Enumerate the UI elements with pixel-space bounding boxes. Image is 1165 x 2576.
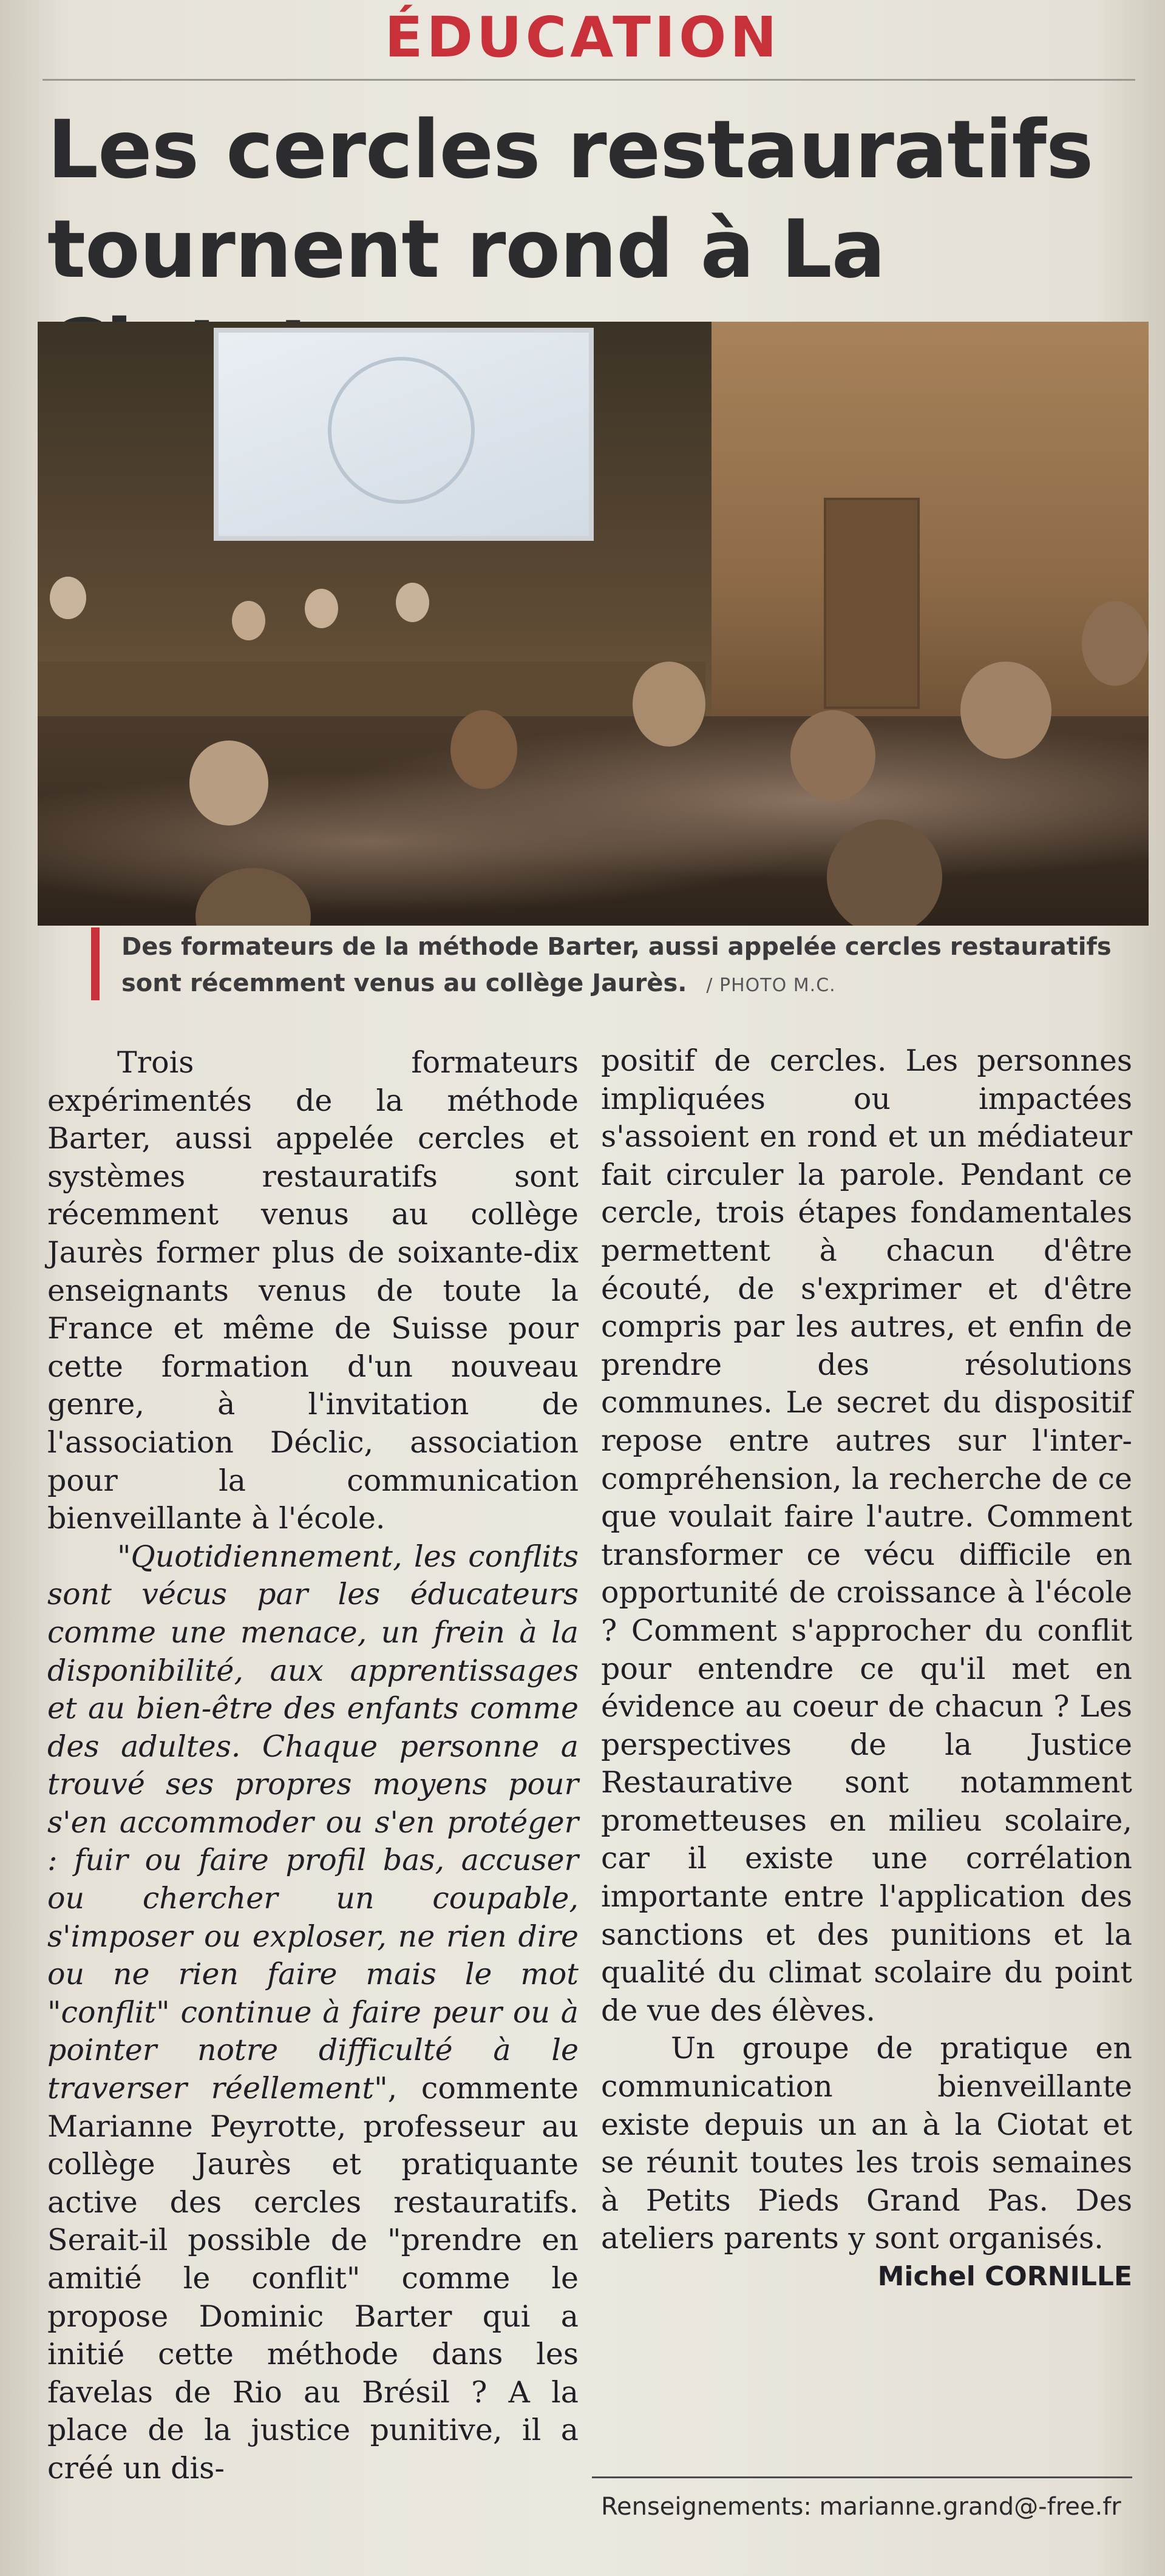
photo-person	[960, 662, 1051, 759]
article-column-left	[47, 1044, 579, 2488]
photo-person	[1082, 601, 1149, 686]
photo-person	[396, 583, 429, 622]
article-column-right	[601, 1042, 1132, 2296]
article-photo	[38, 322, 1149, 926]
article-paragraph: Trois formateurs expérimentés de la méthode Barter, aussi appelée cercles et systèmes restauratifs sont récemment venus au collège Jaurès former plus de soixante-dix enseignants venus de toute la France et même de Suisse pour cette formation d'un nouveau genre, à l'invitation de l'association Déclic, association pour la communication bienveillante à l'école.	[47, 1045, 579, 1536]
section-rubric: ÉDUCATION	[384, 5, 781, 70]
photo-person	[827, 819, 942, 926]
photo-person	[50, 577, 86, 619]
author-signature: Michel CORNILLE	[877, 2261, 1132, 2292]
headline-line-1: Les cercles restauratifs	[47, 103, 1093, 197]
photo-person	[189, 741, 268, 825]
photo-door	[824, 498, 920, 709]
photo-person	[232, 601, 265, 640]
photo-person	[633, 662, 705, 747]
photo-person	[305, 589, 338, 628]
rubric-divider	[42, 79, 1135, 81]
photo-caption	[121, 929, 1153, 1004]
article-paragraph: positif de cercles. Les personnes impliquées ou impactées s'assoient en rond et un médiateur fait circuler la parole. Pendant ce cercle, trois étapes fondamentales permettent à chacun d'être écouté, de s'exprimer et d'être compris par les autres, et enfin de prendre des résolutions communes. Le secret du dispositif repose entre autres sur l'inter-compréhension, la recherche de ce que voulait faire l'autre. Comment transformer ce vécu difficile en opportunité de croissance à l'école ? Comment s'approcher du conflit pour entendre ce qu'il met en évidence au coeur de chacun ? Les perspectives de la Justice Restaurative sont notamment prometteuses en milieu scolaire, car il existe une corrélation importante entre l'application des sanctions et des punitions et la qualité du climat scolaire du point de vue des élèves.	[601, 1043, 1132, 2028]
headline-line-2: tournent rond à La	[47, 203, 885, 296]
contact-divider	[592, 2476, 1132, 2478]
article-paragraph-last	[601, 2030, 1132, 2292]
contact-info: Renseignements: marianne.grand@-free.fr	[601, 2493, 1121, 2521]
caption-accent-bar	[91, 927, 100, 1000]
photo-credit: / PHOTO M.C.	[706, 975, 836, 996]
quote-text: "Quotidiennement, les conflits sont vécus par les éducateurs comme une menace, un frein à la disponibilité, aux apprentissages et au bien-être des enfants comme des adultes. Chaque personne a trouvé ses propres moyens pour s'en accommoder ou s'en protéger : fuir ou faire profil bas, accuser ou chercher un coupable, s'imposer ou exploser, ne rien dire ou ne rien faire mais le mot "conflit" continue à faire peur ou à pointer notre difficulté à le traverser réellement"	[47, 1539, 579, 2106]
photo-person	[450, 710, 517, 789]
quote-attribution: , commente Marianne Peyrotte, professeur au collège Jaurès et pratiquante active des cercles restauratifs. Serait-il possible de "prendre en amitié le conflit" comme le propose Dominic Barter qui a initié cette méthode dans les favelas de Rio au Brésil ? A la place de la justice punitive, il a créé un dis-	[47, 2071, 579, 2486]
photo-projection-screen	[214, 328, 594, 541]
photo-wall	[712, 322, 1149, 747]
article-paragraph-quote	[47, 1538, 579, 2488]
caption-text: Des formateurs de la méthode Barter, aussi appelée cercles restauratifs sont récemment venus au collège Jaurès.	[121, 933, 1112, 997]
paragraph-text: Un groupe de pratique en communication bienveillante existe depuis un an à la Ciotat et se réunit toutes les trois semaines à Petits Pieds Grand Pas. Des ateliers parents y sont organisés.	[601, 2031, 1132, 2256]
photo-person	[790, 710, 875, 801]
